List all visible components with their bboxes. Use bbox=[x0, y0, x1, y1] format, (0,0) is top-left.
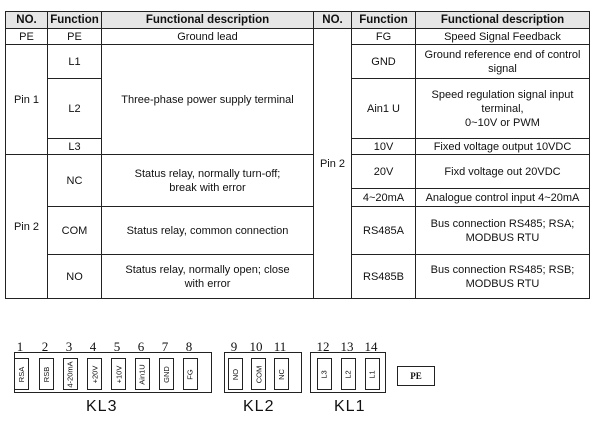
pin1-function-cell: L2 bbox=[48, 79, 102, 139]
table-row bbox=[6, 255, 590, 299]
pin1-function-cell: L1 bbox=[48, 45, 102, 79]
header-function-left: Function bbox=[48, 12, 102, 29]
terminal-no bbox=[228, 358, 243, 390]
terminal-l2 bbox=[341, 358, 356, 390]
kl3-terminal-block bbox=[14, 352, 212, 393]
terminal-number: 3 bbox=[65, 339, 73, 354]
terminal-20v bbox=[87, 358, 102, 390]
terminal-number: 14 bbox=[364, 339, 378, 354]
pin2-function-cell: NC bbox=[48, 155, 102, 207]
terminal-label: NC bbox=[277, 368, 286, 380]
terminal-label: Ain1U bbox=[138, 363, 147, 385]
terminal-number: 11 bbox=[273, 339, 287, 354]
right-description-cell: Bus connection RS485; RSA; MODBUS RTU bbox=[416, 207, 590, 255]
right-description-cell: Speed Signal Feedback bbox=[416, 29, 590, 45]
terminal-number: 10 bbox=[249, 339, 263, 354]
pin1-function-cell: L3 bbox=[48, 139, 102, 155]
header-no-right: NO. bbox=[314, 12, 352, 29]
pin2-description-cell: Status relay, normally open; close with error bbox=[102, 255, 314, 299]
terminal-label: +10V bbox=[114, 365, 124, 383]
terminal-number: 13 bbox=[340, 339, 354, 354]
pin2-description-cell: Status relay, normally turn-off; break with error bbox=[102, 155, 314, 207]
table-header-row bbox=[6, 12, 590, 29]
terminal-number: 7 bbox=[161, 339, 169, 354]
right-description-cell: Ground reference end of control signal bbox=[416, 45, 590, 79]
kl1-label: KL1 bbox=[334, 398, 366, 415]
pe-label: PE bbox=[410, 371, 422, 381]
pin2-function-cell: NO bbox=[48, 255, 102, 299]
pe-terminal-box bbox=[397, 366, 435, 386]
right-description-cell: Analogue control input 4~20mA bbox=[416, 189, 590, 207]
right-function-cell: GND bbox=[352, 45, 416, 79]
terminal-label: NO bbox=[231, 368, 240, 380]
header-description-right: Functional description bbox=[416, 12, 590, 29]
right-function-cell: 10V bbox=[352, 139, 416, 155]
terminal-number: 9 bbox=[230, 339, 238, 354]
kl3-label: KL3 bbox=[86, 398, 118, 415]
terminal-rsa bbox=[14, 358, 29, 390]
pe-function-cell: PE bbox=[48, 29, 102, 45]
right-function-cell: 4~20mA bbox=[352, 189, 416, 207]
pin-function-table bbox=[5, 11, 590, 299]
table-row bbox=[6, 29, 590, 45]
right-description-cell: Bus connection RS485; RSB; MODBUS RTU bbox=[416, 255, 590, 299]
terminal-l3 bbox=[317, 358, 332, 390]
right-description-cell: Fixd voltage out 20VDC bbox=[416, 155, 590, 189]
pin2-left-no-cell: Pin 2 bbox=[6, 155, 48, 299]
terminal-number: 2 bbox=[41, 339, 49, 354]
kl2-label: KL2 bbox=[243, 398, 275, 415]
terminal-label: COM bbox=[254, 365, 263, 383]
terminal-label: RSA bbox=[17, 366, 27, 382]
terminal-label: +20V bbox=[90, 365, 100, 383]
terminal-fg bbox=[183, 358, 198, 390]
right-function-cell: RS485B bbox=[352, 255, 416, 299]
terminal-label: GND bbox=[162, 365, 172, 383]
terminal-number: 12 bbox=[316, 339, 330, 354]
terminal-nc bbox=[274, 358, 289, 390]
terminal-label: FG bbox=[185, 368, 195, 380]
right-function-cell: 20V bbox=[352, 155, 416, 189]
pin2-description-cell: Status relay, common connection bbox=[102, 207, 314, 255]
right-description-cell: Speed regulation signal input terminal, 0~10V or PWM bbox=[416, 79, 590, 139]
kl2-terminal-block bbox=[224, 352, 302, 393]
table-row bbox=[6, 155, 590, 189]
terminal-gnd bbox=[159, 358, 174, 390]
right-description-cell: Fixed voltage output 10VDC bbox=[416, 139, 590, 155]
pe-description-cell: Ground lead bbox=[102, 29, 314, 45]
terminal-label: RSB bbox=[42, 366, 52, 382]
pin2-right-no-cell: Pin 2 bbox=[314, 29, 352, 299]
terminal-number: 5 bbox=[113, 339, 121, 354]
pin1-no-cell: Pin 1 bbox=[6, 45, 48, 155]
terminal-label: 4-20mA bbox=[66, 360, 76, 388]
terminal-label: L2 bbox=[344, 369, 353, 379]
right-function-cell: Ain1 U bbox=[352, 79, 416, 139]
terminal-label: L3 bbox=[320, 369, 329, 379]
terminal-number: 1 bbox=[16, 339, 24, 354]
terminal-ain1u bbox=[135, 358, 150, 390]
table-row bbox=[6, 207, 590, 255]
terminal-4-20ma bbox=[63, 358, 78, 390]
terminal-number: 4 bbox=[89, 339, 97, 354]
header-function-right: Function bbox=[352, 12, 416, 29]
kl1-terminal-block bbox=[310, 352, 386, 393]
terminal-10v bbox=[111, 358, 126, 390]
header-no-left: NO. bbox=[6, 12, 48, 29]
right-function-cell: RS485A bbox=[352, 207, 416, 255]
pin2-function-cell: COM bbox=[48, 207, 102, 255]
table-row bbox=[6, 45, 590, 79]
terminal-com bbox=[251, 358, 266, 390]
terminal-number: 6 bbox=[137, 339, 145, 354]
pin1-description-cell: Three-phase power supply terminal bbox=[102, 45, 314, 155]
terminal-l1 bbox=[365, 358, 380, 390]
pe-no-cell: PE bbox=[6, 29, 48, 45]
terminal-label: L1 bbox=[368, 369, 377, 379]
right-function-cell: FG bbox=[352, 29, 416, 45]
terminal-number: 8 bbox=[185, 339, 193, 354]
header-description-left: Functional description bbox=[102, 12, 314, 29]
terminal-rsb bbox=[39, 358, 54, 390]
